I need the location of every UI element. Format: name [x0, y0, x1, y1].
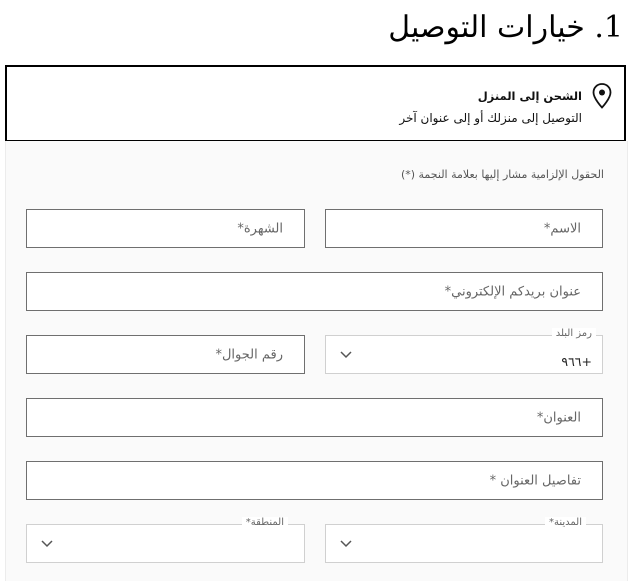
address-field[interactable]	[26, 398, 603, 437]
region-label: المنطقة*	[242, 517, 288, 528]
chevron-down-icon	[41, 540, 53, 548]
country-code-value: ٩٦٦+	[561, 354, 592, 369]
chevron-down-icon	[340, 351, 352, 359]
region-select[interactable]	[26, 517, 305, 563]
address-details-placeholder: تفاصيل العنوان *	[489, 473, 581, 488]
country-code-label: رمز البلد	[552, 328, 596, 339]
mobile-field[interactable]	[26, 335, 305, 374]
home-shipping-option[interactable]	[5, 65, 626, 142]
shipping-option-subtitle: التوصيل إلى منزلك أو إلى عنوان آخر	[399, 111, 582, 125]
first-name-placeholder: الاسم*	[543, 221, 581, 236]
email-field[interactable]	[26, 272, 603, 311]
city-select[interactable]	[325, 517, 603, 563]
page-title: 1. خيارات التوصيل	[388, 10, 623, 45]
last-name-placeholder: الشهرة*	[237, 221, 283, 236]
last-name-field[interactable]	[26, 209, 305, 248]
address-details-field[interactable]	[26, 461, 603, 500]
map-pin-icon	[592, 83, 612, 109]
city-label: المدينة*	[545, 517, 586, 528]
email-placeholder: عنوان بريدكم الإلكتروني*	[444, 284, 581, 299]
first-name-field[interactable]	[325, 209, 603, 248]
country-code-select[interactable]	[325, 328, 603, 374]
required-fields-note: الحقول الإلزامية مشار إليها بعلامة النجمة (*)	[400, 168, 604, 181]
address-placeholder: العنوان*	[536, 410, 581, 425]
chevron-down-icon	[340, 540, 352, 548]
mobile-placeholder: رقم الجوال*	[215, 347, 283, 362]
shipping-option-title: الشحن إلى المنزل	[477, 89, 582, 103]
